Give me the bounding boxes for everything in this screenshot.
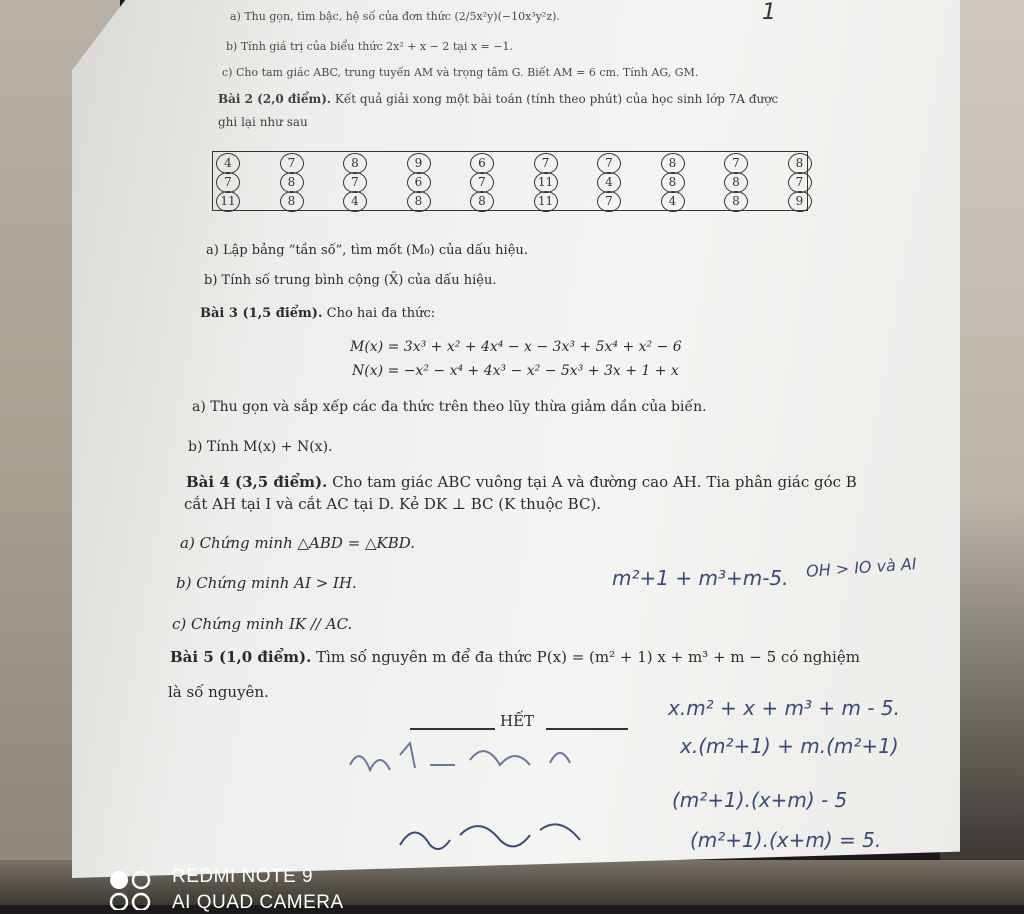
bai3-text: Cho hai đa thức:: [326, 306, 436, 321]
handwritten-expression-1: m²+1 + m³+m-5.: [612, 566, 789, 590]
bai3-question-b: b) Tính M(x) + N(x).: [188, 439, 333, 455]
table-cell: 8: [663, 154, 683, 172]
table-cell: 8: [663, 173, 683, 191]
table-cell: 7: [790, 173, 810, 191]
bai5-text1: Tìm số nguyên m để đa thức P(x) = (m² + 1) x + m³ + m − 5 có nghiệm: [316, 648, 860, 666]
end-line-left: [410, 728, 495, 730]
table-cell: 8: [472, 192, 492, 210]
handwritten-expression-3: x.(m²+1) + m.(m²+1): [680, 734, 899, 758]
bai5-title: Bài 5 (1,0 điểm).: [170, 648, 312, 666]
watermark-line-1: REDMI NOTE 9: [172, 866, 314, 887]
handwritten-corner-mark: 1: [762, 0, 776, 25]
table-cell: 7: [218, 173, 238, 191]
polynomial-n: N(x) = −x² − x⁴ + 4x³ − x² − 5x³ + 3x + 1 + x: [352, 363, 679, 379]
bai2-heading: [218, 92, 778, 106]
table-cell: 4: [599, 173, 619, 191]
handwritten-expression-2: x.m² + x + m³ + m - 5.: [668, 696, 900, 720]
table-cell: 4: [218, 154, 238, 172]
bai4-text2: cắt AH tại I và cắt AC tại D. Kẻ DK ⊥ BC (K thuộc BC).: [184, 495, 602, 513]
table-cell: 8: [409, 192, 429, 210]
handwritten-scribbles: [340, 735, 650, 875]
end-label: HẾT: [500, 712, 535, 730]
table-cell: 9: [790, 192, 810, 210]
bai5-heading: [170, 648, 860, 666]
table-cell: 7: [599, 192, 619, 210]
table-cell: 7: [726, 154, 746, 172]
table-cell: 9: [409, 154, 429, 172]
table-cell: 8: [790, 154, 810, 172]
table-cell: 7: [536, 154, 556, 172]
question-1c: c) Cho tam giác ABC, trung tuyến AM và trọng tâm G. Biết AM = 6 cm. Tính AG, GM.: [222, 66, 699, 79]
bai2-question-b: b) Tính số trung bình cộng (X̄) của dấu hiệu.: [204, 273, 497, 288]
bai4-question-a: a) Chứng minh △ABD = △KBD.: [180, 534, 416, 552]
table-cell: 8: [282, 173, 302, 191]
table-cell: 4: [345, 192, 365, 210]
bai4-question-b: b) Chứng minh AI > IH.: [176, 574, 357, 592]
table-cell: 8: [282, 192, 302, 210]
table-cell: 6: [409, 173, 429, 191]
question-1a: a) Thu gọn, tìm bậc, hệ số của đơn thức (2/5x²y)(−10x³y²z).: [230, 10, 560, 23]
table-cell: 7: [472, 173, 492, 191]
table-cell: 6: [472, 154, 492, 172]
bai4-question-c: c) Chứng minh IK // AC.: [172, 615, 353, 633]
bai3-heading: [200, 306, 435, 321]
camera-logo-icon: [108, 870, 156, 910]
bai4-text1: Cho tam giác ABC vuông tại A và đường cao AH. Tia phân giác góc B: [332, 473, 857, 491]
table-cell: 7: [599, 154, 619, 172]
bai4-heading: [186, 473, 857, 491]
question-1b: b) Tính giá trị của biểu thức 2x² + x − 2 tại x = −1.: [226, 40, 513, 53]
polynomial-m: M(x) = 3x³ + x² + 4x⁴ − x − 3x³ + 5x⁴ + x² − 6: [350, 339, 682, 355]
bai5-text2: là số nguyên.: [168, 683, 269, 701]
bai4-title: Bài 4 (3,5 điểm).: [186, 473, 328, 491]
bai3-title: Bài 3 (1,5 điểm).: [200, 306, 323, 321]
table-cell: 4: [663, 192, 683, 210]
table-cell: 11: [536, 192, 556, 210]
handwritten-expression-4: (m²+1).(x+m) - 5: [672, 788, 848, 812]
table-cell: 11: [536, 173, 556, 191]
table-cell: 8: [345, 154, 365, 172]
bai2-text1: Kết quả giải xong một bài toán (tính theo phút) của học sinh lớp 7A được: [334, 92, 779, 106]
end-line-right: [546, 728, 628, 730]
bai2-title: Bài 2 (2,0 điểm).: [218, 92, 332, 106]
table-cell: 7: [345, 173, 365, 191]
bai2-text2: ghi lại như sau: [218, 115, 308, 129]
watermark-line-2: AI QUAD CAMERA: [172, 892, 344, 913]
handwritten-note: OH > IO và AI: [805, 554, 918, 581]
bai3-question-a: a) Thu gọn và sắp xếp các đa thức trên theo lũy thừa giảm dần của biến.: [192, 399, 707, 415]
handwritten-expression-5: (m²+1).(x+m) = 5.: [690, 828, 882, 852]
bai2-question-a: a) Lập bảng “tần số”, tìm mốt (M₀) của dấu hiệu.: [206, 243, 528, 258]
table-cell: 11: [218, 192, 238, 210]
table-cell: 7: [282, 154, 302, 172]
table-cell: 8: [726, 192, 746, 210]
table-cell: 8: [726, 173, 746, 191]
